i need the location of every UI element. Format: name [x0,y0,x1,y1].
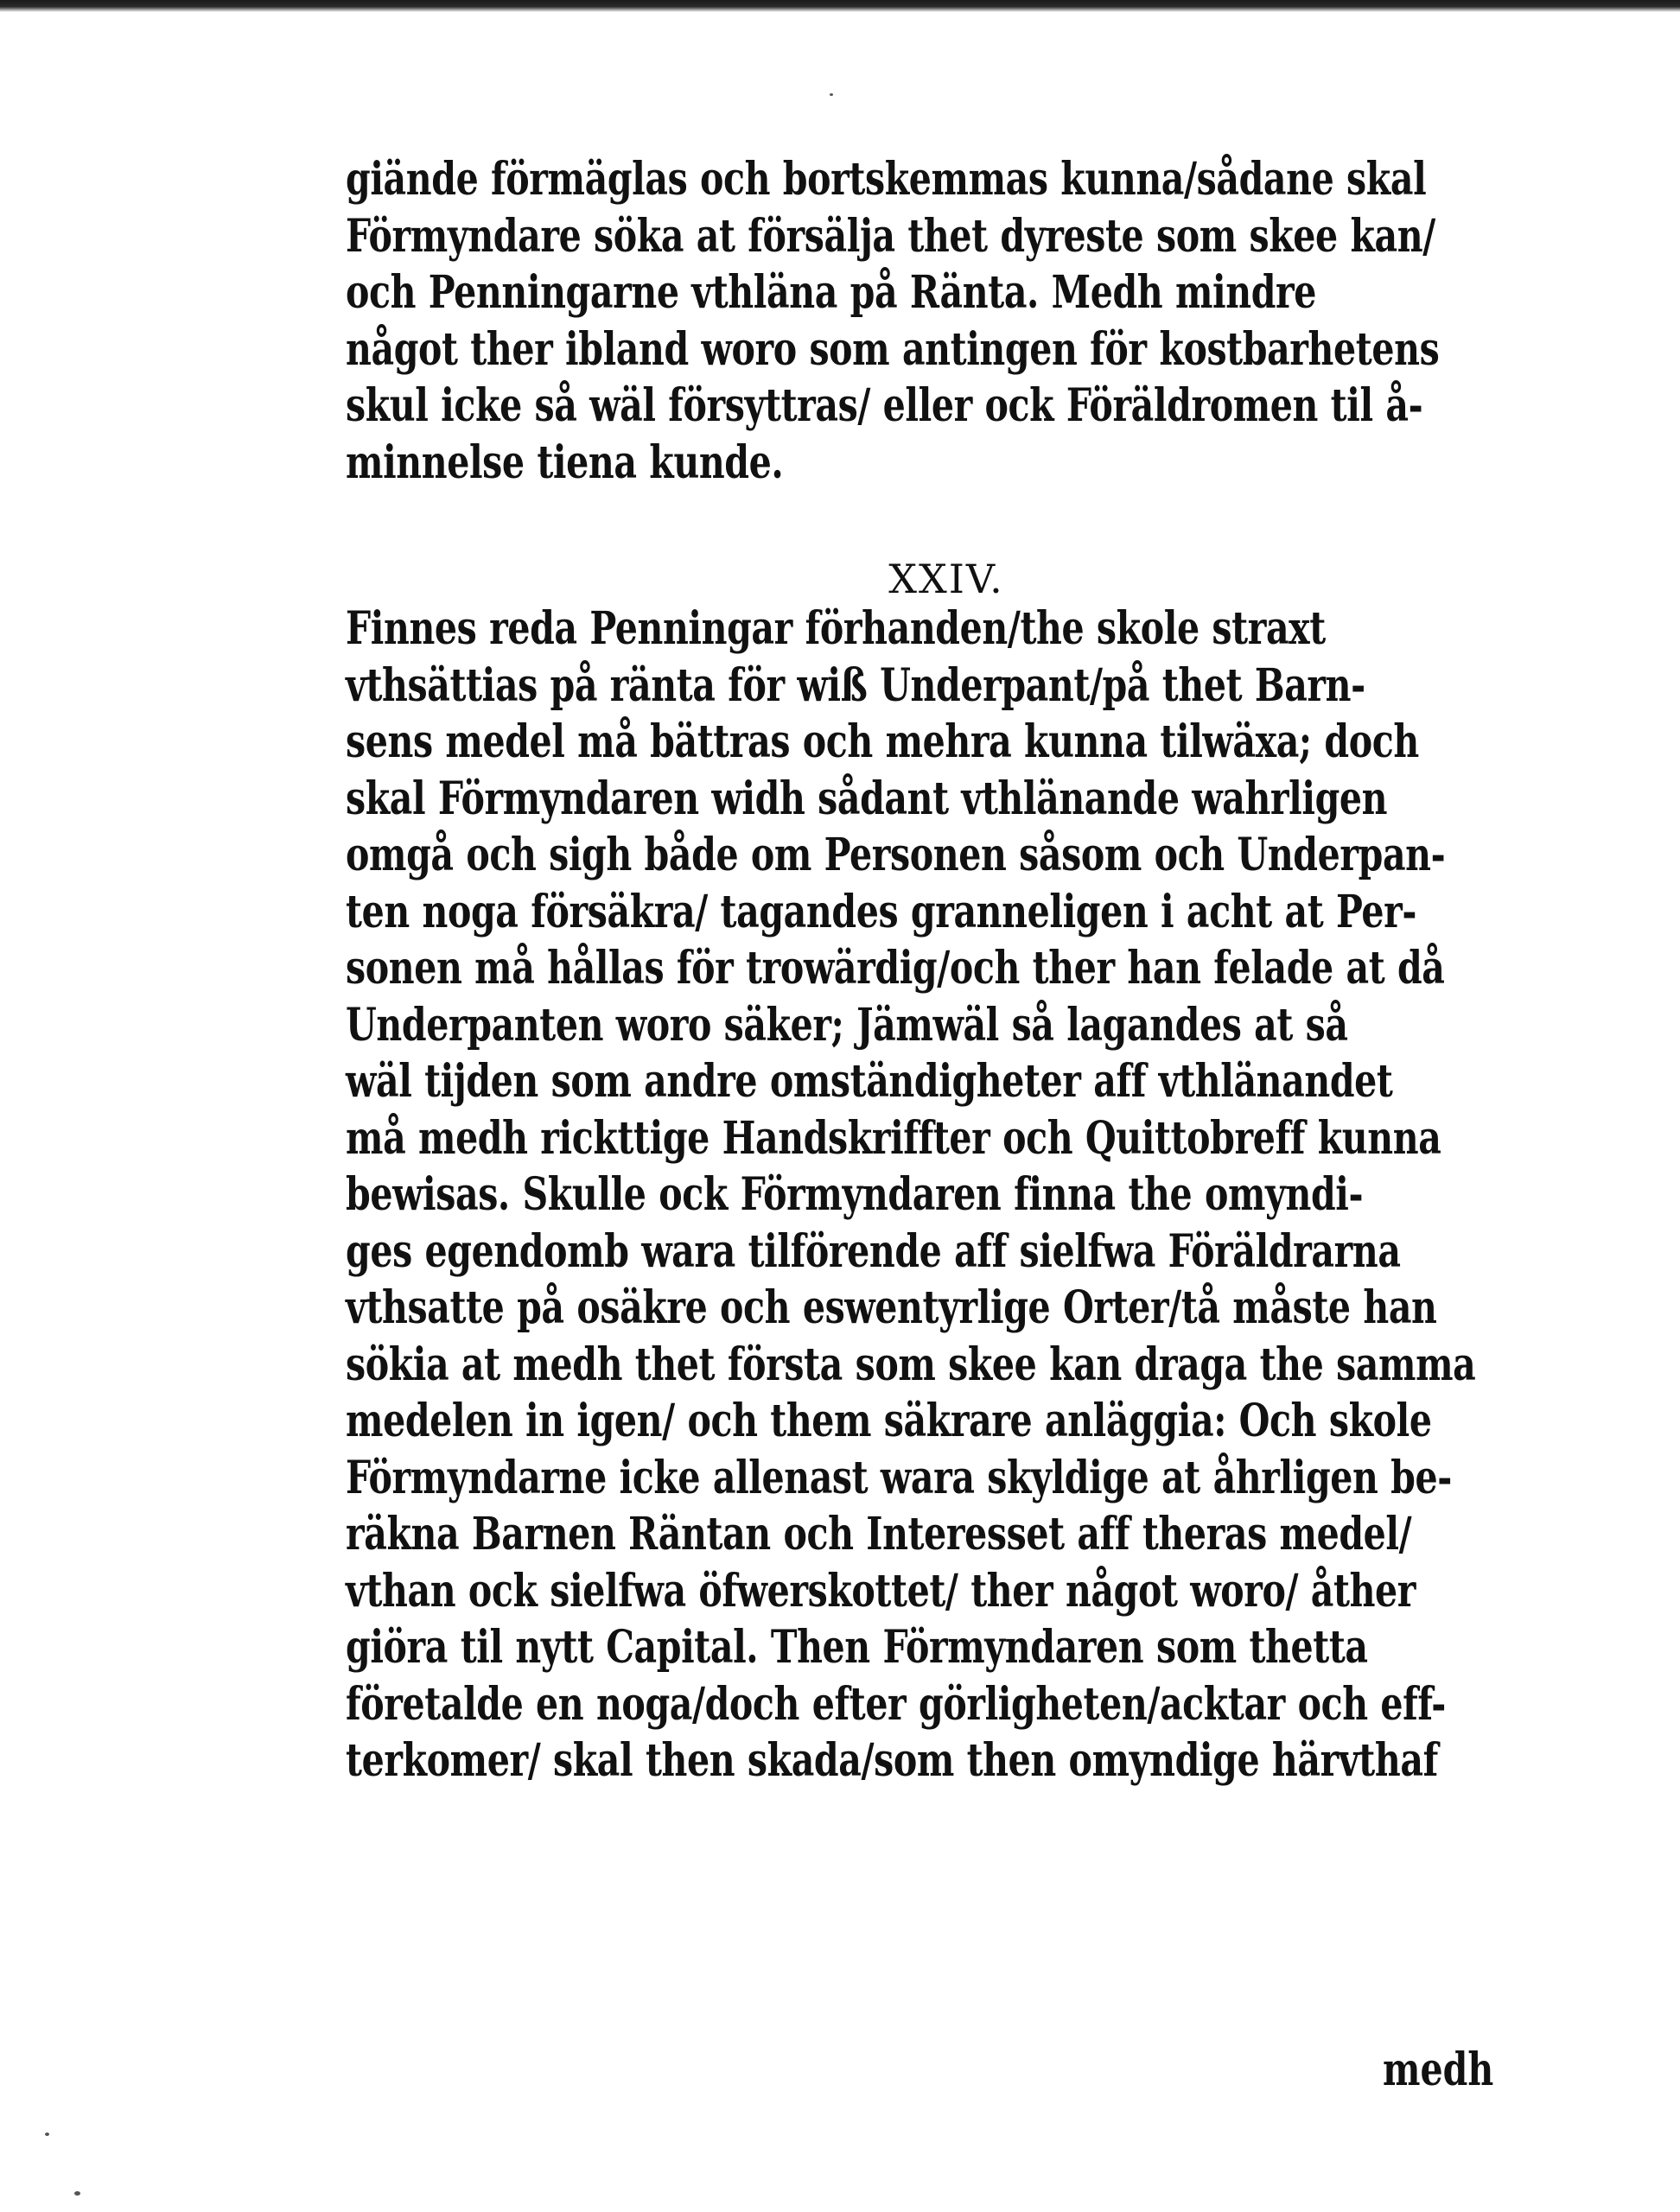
section-heading: XXIV. [888,556,1004,602]
paragraph-continued: giände förmäglas och bortskemmas kunna/sådane skal Förmyndare söka at försälja thet dyreste som skee kan/ och Penningarne vthläna på Ränta. Medh mindre något ther ibland woro som antingen för kostbarhetens skul icke så wäl försyttras/ eller ock Föräldromen til å- minnelse tiena kunde. [346,153,1440,489]
paper-speck [45,2133,49,2136]
catchword: medh [1383,2044,1494,2096]
page-top-edge-shadow [0,0,1680,12]
paper-speck [74,2191,80,2196]
paper-speck [830,93,833,96]
paragraph-section-xxiv: Finnes reda Penningar förhanden/the skole straxt vthsättias på ränta för wiß Underpant/på thet Barn- sens medel må bättras och mehra kunna tilwäxa; doch skal Förmyndaren widh sådant vthlänande wahrligen omgå och sigh både om Personen såsom och Underpan- ten noga försäkra/ tagandes granneligen i acht at Per- sonen må hållas för trowärdig/och ther han felade at då Underpanten woro säker; Jämwäl så lagandes at så wäl tijden som andre omständigheter aff vthlänandet må medh rickttige Handskriffter och Quittobreff kunna bewisas. Skulle ock Förmyndaren finna the omyndi- ges egendomb wara tilförende aff sielfwa Föräldrarna vthsatte på osäkre och eswentyrlige Orter/tå måste han sökia at medh thet första som skee kan draga the samma medelen in igen/ och them säkrare anläggia: Och skole Förmyndarne icke allenast wara skyldige at åhrligen be- räkna Barnen Räntan och Interesset aff theras medel/ vthan ock sielfwa öfwerskottet/ ther något woro/ åther giöra til nytt Capital. Then Förmyndaren som thetta företalde en noga/doch efter görligheten/acktar och eff- terkomer/ skal then skada/som then omyndige härvthaf [346,602,1476,1787]
